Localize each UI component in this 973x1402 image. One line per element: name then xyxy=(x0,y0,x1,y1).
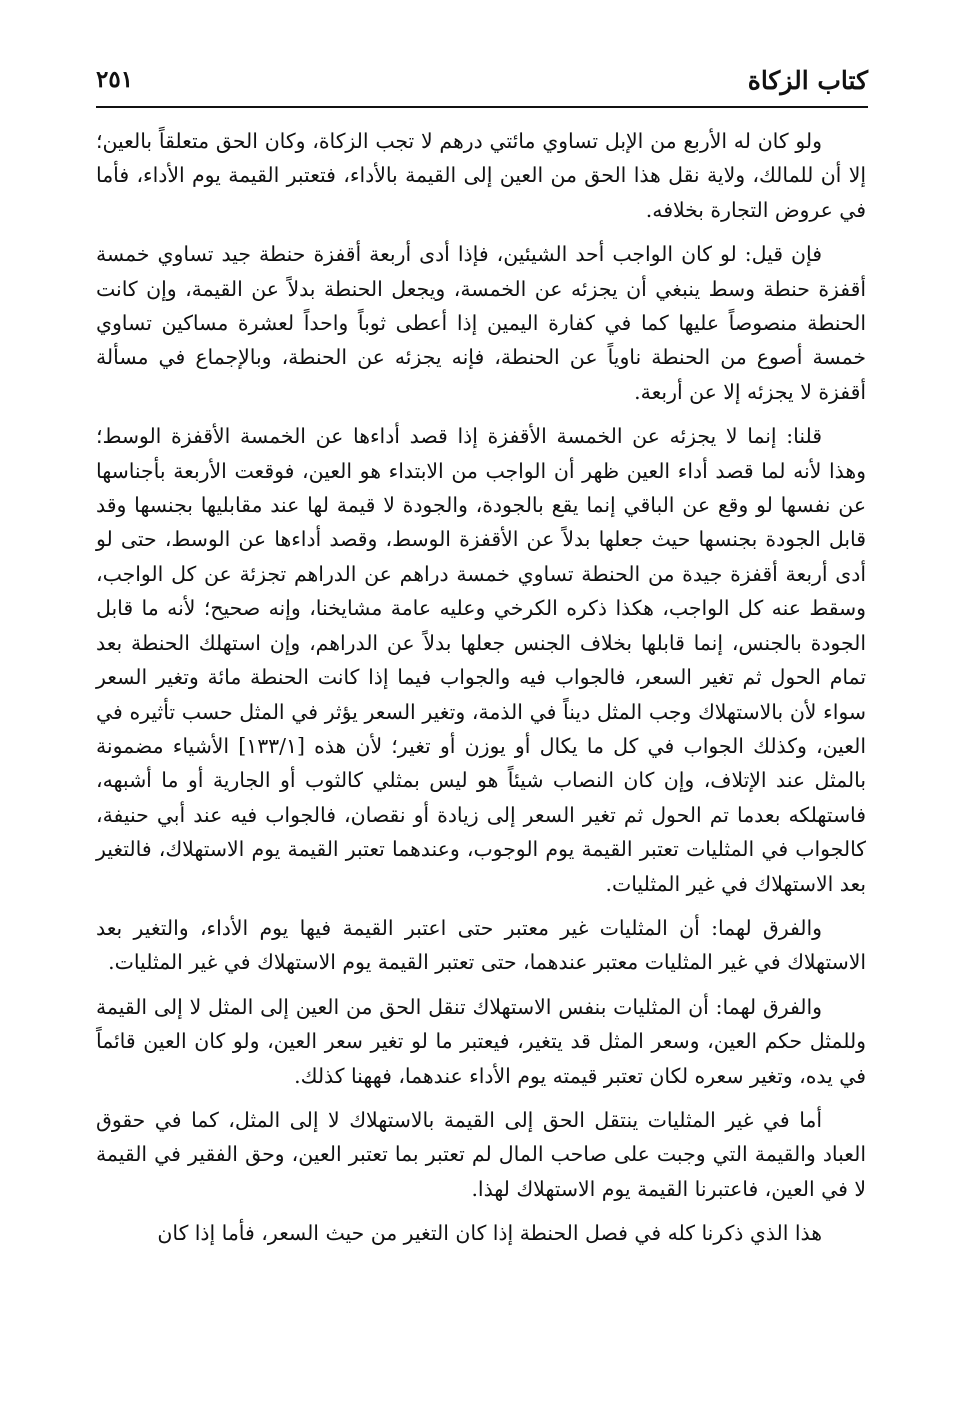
header-rule xyxy=(96,106,868,108)
paragraph: ولو كان له الأربع من الإبل تساوي مائتي درهم لا تجب الزكاة، وكان الحق متعلقاً بالعين؛ إلا أن للمالك، ولاية نقل هذا الحق من العين إلى القيمة بالأداء، فتعتبر القيمة يوم الأداء، فأما في عروض التجارة بخلافه. xyxy=(96,129,866,222)
paragraph: فإن قيل: لو كان الواجب أحد الشيئين، فإذا أدى أربعة أقفزة حنطة جيد تساوي خمسة أقفزة حنطة وسط ينبغي أن يجزئه عن الخمسة، ويجعل الحنطة بدلاً عن القيمة، وإن كانت الحنطة منصوصاً عليها كما في كفارة اليمين إذا أعطى ثوباً واحداً لعشرة مساكين تساوي خمسة أصوع من الحنطة ناوياً عن الحنطة، فإنه يجزئه عن الحنطة، وبالإجماع في مسألة أقفزة لا يجزئه إلا عن أربعة. xyxy=(96,242,866,404)
chapter-title: كتاب الزكاة xyxy=(747,66,868,95)
paragraph: والفرق لهما: أن المثليات بنفس الاستهلاك تنقل الحق من العين إلى المثل لا إلى القيمة وللمثل حكم العين، وسعر المثل قد يتغير، فيعتبر ما لو تغير سعر العين، ولو كان العين قائماً في يده، وتغير سعره لكان تعتبر قيمته يوم الأداء عندهما، فههنا كذلك. xyxy=(96,994,866,1088)
page-number: ٢٥١ xyxy=(96,66,134,93)
page-header xyxy=(96,62,868,102)
paragraph: قلنا: إنما لا يجزئه عن الخمسة الأقفزة إذا قصد أداءها عن الخمسة الأقفزة الوسط؛ وهذا لأنه لما قصد أداء العين ظهر أن الواجب من الابتداء هو العين، فوقعت الأربعة بأجناسها عن نفسها لو وقع عن الباقي إنما يقع بالجودة، والجودة لا قيمة لها عند مقابليها بجنسها وقد قابل الجودة بجنسها حيث جعلها بدلاً عن الأقفزة الوسط، وقصد أداءها عن الوسط، حتى لو أدى أربعة أقفزة جيدة من الحنطة تساوي خمسة دراهم عن الدراهم تجزئة عن كل الواجب، وسقط عنه كل الواجب، هكذا ذكره الكرخي وعليه عامة مشايخنا، وإنه صحيح؛ لأنه ما قابل الجودة بالجنس، إنما قابلها بخلاف الجنس جعلها بدلاً عن الدراهم، وإن استهلك الحنطة بعد تمام الحول ثم تغير السعر، فالجواب فيه والجواب فيما إذا كانت الحنطة مائة وتغير السعر سواء لأن بالاستهلاك وجب المثل ديناً في الذمة، وتغير السعر يؤثر في المثل حسب تأثيره في العين، وكذلك الجواب في كل ما يكال أو يوزن أو تغير؛ لأن هذه [١٣٣/١] الأشياء مضمونة بالمثل عند الإتلاف، وإن كان النصاب شيئاً هو ليس بمثلي كالثوب أو الجارية أو ما أشبهه، فاستهلكه بعدما تم الحول ثم تغير السعر إلى زيادة أو نقصان، فالجواب فيه عند أبي حنيفة، كالجواب في المثليات تعتبر القيمة يوم الوجوب، وعندهما تعتبر القيمة يوم الاستهلاك، فالتغير بعد الاستهلاك في غير المثليات. xyxy=(96,424,866,896)
paragraph: هذا الذي ذكرنا كله في فصل الحنطة إذا كان التغير من حيث السعر، فأما إذا كان xyxy=(157,1221,822,1246)
body-text xyxy=(96,124,866,1251)
paragraph: أما في غير المثليات ينتقل الحق إلى القيمة بالاستهلاك لا إلى المثل، كما في حقوق العباد والقيمة التي وجبت على صاحب المال لم تعتبر بما تعتبر العين، وحق الفقير في القيمة لا في العين، فاعتبرنا القيمة يوم الاستهلاك لهذا. xyxy=(96,1107,866,1201)
paragraph: والفرق لهما: أن المثليات غير معتبر حتى اعتبر القيمة فيها يوم الأداء، والتغير بعد الاستهلاك في غير المثليات معتبر عندهما، حتى تعتبر القيمة يوم الاستهلاك في غير المثليات. xyxy=(96,915,866,975)
